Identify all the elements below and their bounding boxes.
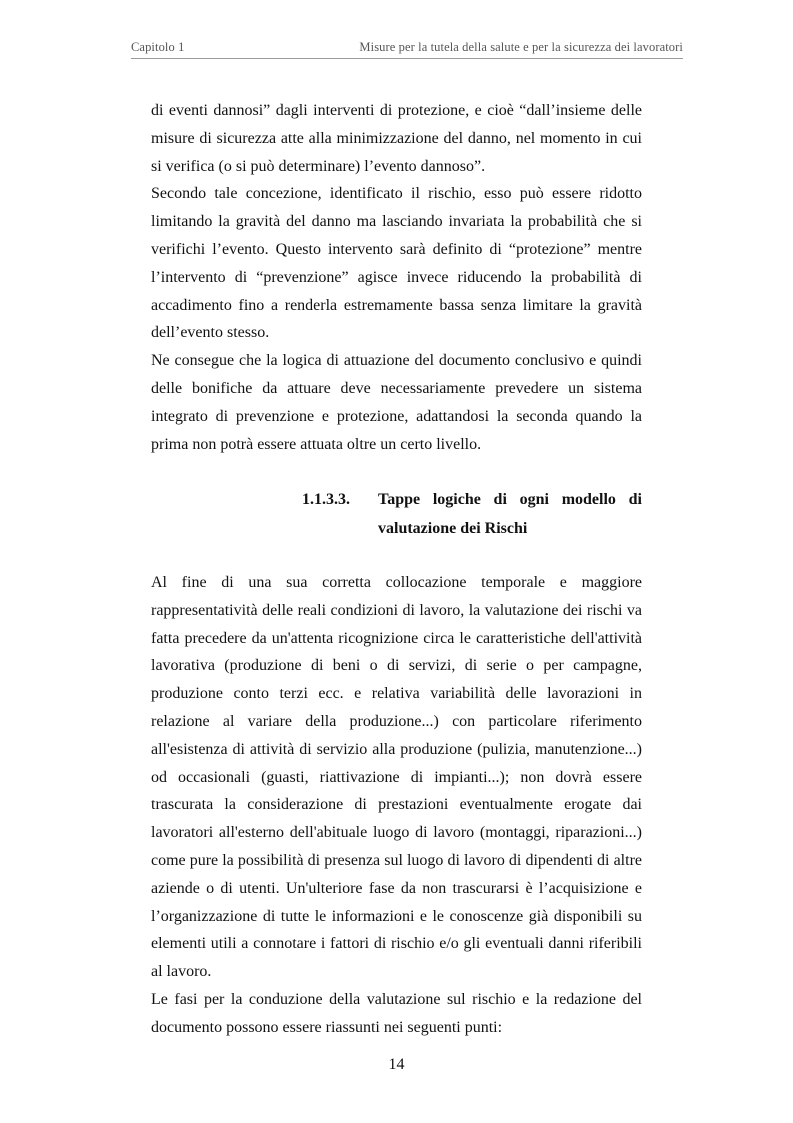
paragraph-fasi: Le fasi per la conduzione della valutazione sul rischio e la redazione del documento possono essere riassunti nei seguenti punti: — [151, 990, 642, 1036]
paragraph-continuation: di eventi dannosi” dagli interventi di protezione, e cioè “dall’insieme delle misure di sicurezza atte alla minimizzazione del danno, nel momento in cui si verifica (o si può determinare) l’evento dannoso”. — [151, 102, 642, 175]
body-text-block-2 — [151, 569, 642, 1042]
paragraph-conseguenze: Ne consegue che la logica di attuazione del documento conclusivo e quindi delle bonifiche da attuare deve necessariamente prevedere un sistema integrato di prevenzione e protezione, adattandosi la seconda quando la prima non potrà essere attuata oltre un certo livello. — [151, 352, 642, 453]
page-number: 14 — [388, 1056, 405, 1073]
section-title: Tappe logiche di ogni modello di valutazione dei Rischi — [378, 491, 642, 537]
page-header — [131, 40, 683, 58]
chapter-label: Capitolo 1 — [131, 40, 185, 54]
header-divider — [131, 58, 683, 59]
paragraph-ricognizione: Al fine di una sua corretta collocazione temporale e maggiore rappresentatività delle reali condizioni di lavoro, la valutazione dei rischi va fatta precedere da un'attenta ricognizione circa le caratteristiche dell'attività lavorativa (produzione di beni o di servizi, di serie o per campagne, produzione conto terzi ecc. e relativa variabilità delle lavorazioni in relazione al variare della produzione...) con particolare riferimento all'esistenza di attività di servizio alla produzione (pulizia, manutenzione...) od occasionali (guasti, riattivazione di impianti...); non dovrà essere trascurata la considerazione di prestazioni eventualmente erogate dai lavoratori all'esterno dell'abituale luogo di lavoro (montaggi, riparazioni...) come pure la possibilità di presenza sul luogo di lavoro di dipendenti di altre aziende o di utenti. Un'ulteriore fase da non trascurarsi è l’acquisizione e l’organizzazione di tutte le informazioni e le conoscenze già disponibili su elementi utili a connotare i fattori di rischio e/o gli eventuali danni riferibili al lavoro. — [151, 574, 642, 981]
running-title: Misure per la tutela della salute e per la sicurezza dei lavoratori — [359, 40, 683, 54]
section-number: 1.1.3.3. — [302, 491, 350, 508]
body-text-block-1 — [151, 97, 642, 458]
paragraph-protezione: Secondo tale concezione, identificato il rischio, esso può essere ridotto limitando la gravità del danno ma lasciando invariata la probabilità che si verifichi l’evento. Questo intervento sarà definito di “protezione” mentre l’intervento di “prevenzione” agisce invece riducendo la probabilità di accadimento fino a renderla estremamente bassa senza limitare la gravità dell’evento stesso. — [151, 185, 642, 342]
